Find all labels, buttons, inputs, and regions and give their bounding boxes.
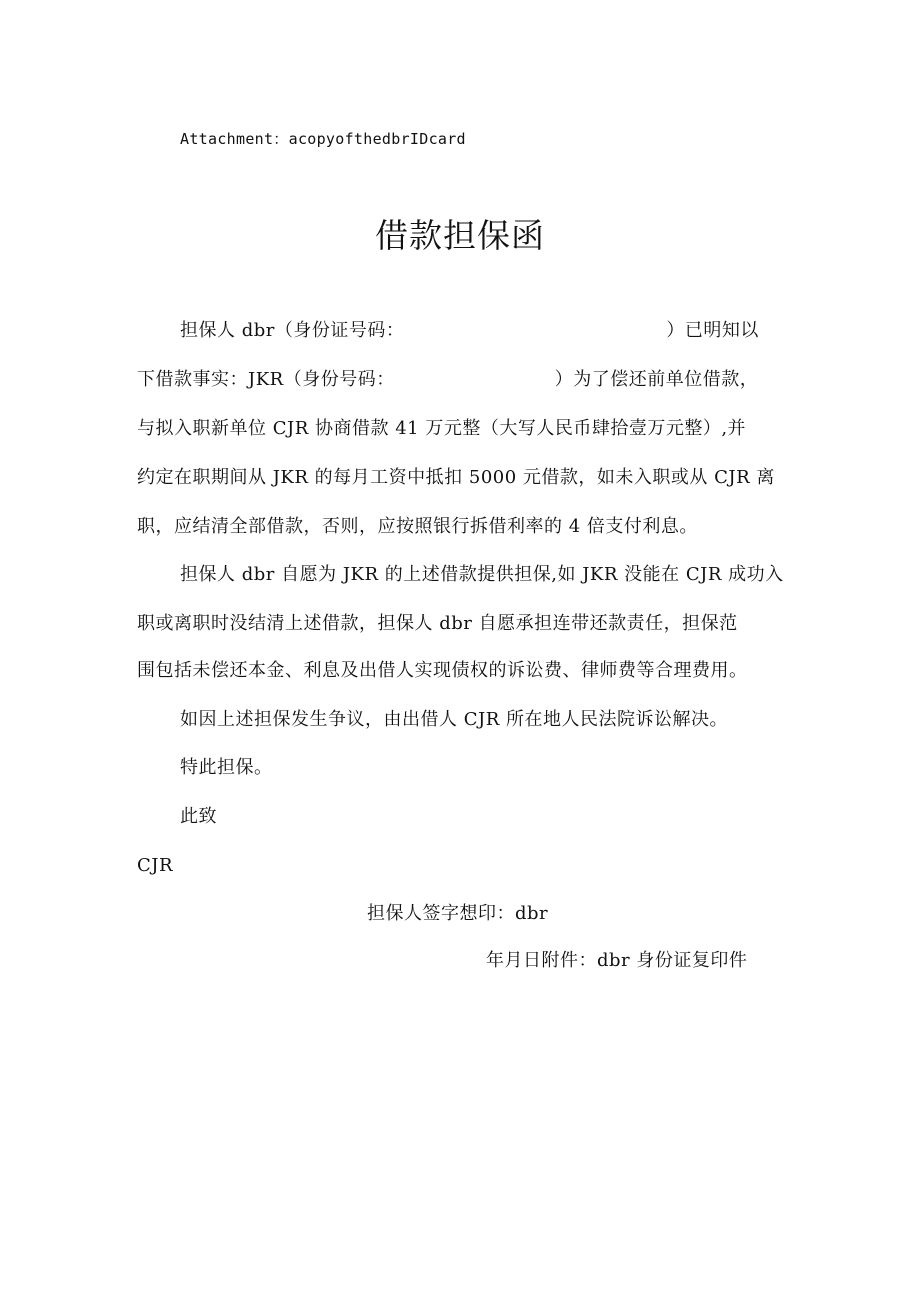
para1-line3: 与拟入职新单位 CJR 协商借款 41 万元整（大写人民币肆拾壹万元整）,并 — [137, 418, 747, 439]
attachment-note: Attachment：acopyofthedbrIDcard — [180, 130, 466, 148]
para1-line2 — [137, 369, 758, 391]
document-title: 借款担保函 — [375, 216, 545, 255]
para1-line2-end: ）为了偿还前单位借款， — [554, 369, 759, 390]
para1-line1-start: 担保人 dbr（身份证号码： — [180, 320, 405, 341]
para4-guarantee-statement: 特此担保。 — [180, 757, 273, 778]
para1-line1 — [180, 320, 759, 342]
para3-dispute-clause: 如因上述担保发生争议，由出借人 CJR 所在地人民法院诉讼解决。 — [180, 709, 728, 730]
para2-line2: 职或离职时没结清上述借款，担保人 dbr 自愿承担连带还款责任，担保范 — [137, 613, 738, 634]
para1-line4: 约定在职期间从 JKR 的每月工资中抵扣 5000 元借款，如未入职或从 CJR 离 — [137, 467, 775, 488]
para1-line2-start: 下借款事实：JKR（身份号码： — [137, 369, 395, 390]
para1-line1-end: ）已明知以 — [666, 320, 759, 341]
date-attachment-line: 年月日附件：dbr 身份证复印件 — [486, 950, 748, 971]
salutation: 此致 — [180, 806, 217, 827]
para2-line3: 围包括未偿还本金、利息及出借人实现债权的诉讼费、律师费等合理费用。 — [137, 660, 748, 681]
para2-line1: 担保人 dbr 自愿为 JKR 的上述借款提供担保,如 JKR 没能在 CJR 成功入 — [180, 564, 784, 585]
recipient: CJR — [137, 855, 174, 876]
signature-line: 担保人签字想印：dbr — [367, 903, 549, 924]
para1-line5: 职，应结清全部借款，否则，应按照银行拆借利率的 4 倍支付利息。 — [137, 516, 698, 537]
